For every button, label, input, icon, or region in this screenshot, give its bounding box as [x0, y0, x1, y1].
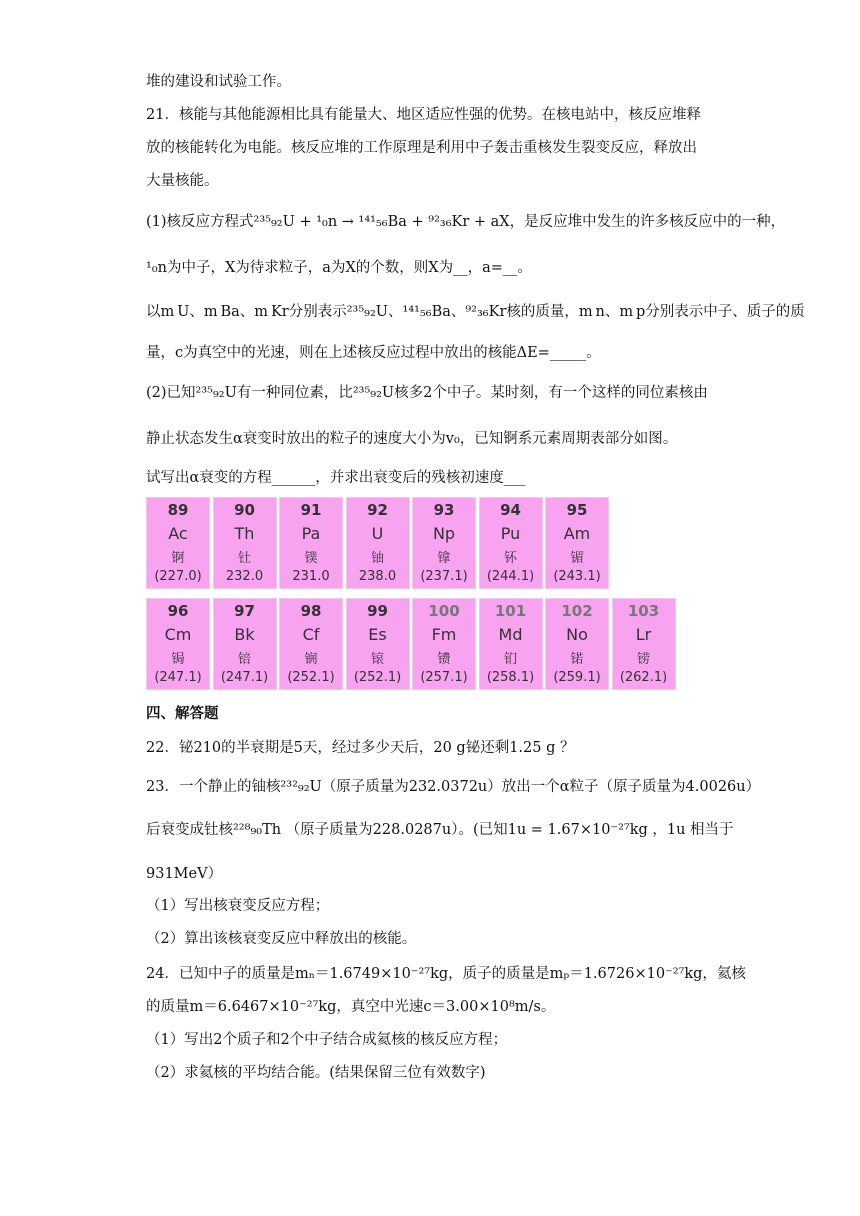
element-symbol: Pu — [500, 524, 521, 543]
element-chinese-name: 锔 — [171, 652, 185, 667]
part-1-blanks: n为中子，X为待求粒子，a为X的个数，则X为__，a=__。 — [157, 260, 532, 276]
element-cell-no — [545, 598, 609, 690]
question-21-line-1: 21．核能与其他能源相比具有能量大、地区适应性强的优势。在核电站中，核反应堆释 — [146, 107, 701, 123]
neutron-symbol-prefix: ¹₀ — [146, 260, 158, 276]
element-chinese-name: 锿 — [370, 652, 384, 667]
element-cell-cf — [279, 598, 343, 690]
element-cell-pu — [479, 497, 543, 589]
element-cell-am — [545, 497, 609, 589]
element-atomic-mass: 231.0 — [292, 569, 330, 584]
element-atomic-number: 90 — [234, 501, 255, 519]
element-cell-cm — [146, 598, 210, 690]
element-atomic-number: 102 — [561, 602, 593, 620]
element-atomic-number: 95 — [566, 501, 588, 519]
element-atomic-number: 89 — [167, 501, 189, 519]
element-atomic-mass: (237.1) — [420, 569, 468, 584]
element-symbol: Fm — [431, 625, 457, 644]
element-atomic-number: 103 — [627, 602, 660, 620]
section-heading: 四、解答题 — [146, 706, 219, 722]
element-atomic-mass: 238.0 — [358, 569, 397, 584]
question-23-part-1: （1）写出核衰变反应方程； — [146, 898, 330, 914]
element-symbol: No — [566, 625, 588, 644]
question-23-line-2: 后衰变成钍核²²⁸₉₀Th （原子质量为228.0287u）。(已知1u = 1.67×10⁻²⁷kg ，1u 相当于 — [146, 822, 734, 838]
element-atomic-mass: (247.1) — [154, 670, 202, 685]
element-atomic-number: 96 — [167, 602, 189, 620]
element-chinese-name: 铀 — [370, 551, 384, 566]
part-2-line-1: (2)已知²³⁵₉₂U有一种同位素，比²³⁵₉₂U核多2个中子。某时刻，有一个这样的同位素核由 — [146, 385, 708, 401]
part-2-line-3: 试写出α衰变的方程______，并求出衰变后的残核初速度___ — [146, 470, 526, 486]
element-cell-pa — [279, 497, 343, 589]
element-chinese-name: 镅 — [570, 551, 584, 566]
element-symbol: Th — [234, 524, 255, 543]
part-1-line-2 — [146, 258, 532, 278]
element-cell-es — [346, 598, 410, 690]
element-chinese-name: 镤 — [304, 551, 318, 566]
element-atomic-mass: (257.1) — [420, 670, 468, 685]
element-atomic-number: 97 — [234, 602, 255, 620]
part-2-line-2: 静止状态发生α衰变时放出的粒子的速度大小为v₀，已知锕系元素周期表部分如图。 — [146, 431, 678, 447]
element-atomic-number: 94 — [500, 501, 521, 519]
element-chinese-name: 锕 — [171, 551, 185, 566]
element-chinese-name: 钍 — [237, 551, 251, 566]
question-24-part-1: （1）写出2个质子和2个中子结合成氦核的核反应方程； — [146, 1032, 508, 1048]
element-atomic-mass: (252.1) — [287, 670, 335, 685]
element-chinese-name: 钚 — [503, 551, 517, 566]
element-atomic-mass: (259.1) — [553, 670, 601, 685]
element-chinese-name: 锘 — [570, 652, 584, 667]
element-atomic-number: 101 — [494, 602, 527, 620]
question-22: 22．铋210的半衰期是5天，经过多少天后，20 g铋还剩1.25 g ？ — [146, 740, 575, 756]
element-cell-u — [346, 497, 410, 589]
element-atomic-number: 99 — [367, 602, 388, 620]
element-chinese-name: 镎 — [437, 551, 451, 566]
question-23-part-2: （2）算出该核衰变反应中释放出的核能。 — [146, 931, 417, 947]
element-chinese-name: 锫 — [237, 652, 251, 667]
element-atomic-number: 93 — [433, 501, 455, 519]
nuclear-equation: ²³⁵₉₂U + ¹₀n → ¹⁴¹₅₆Ba + ⁹²₃₆Kr + aX — [253, 214, 510, 230]
element-atomic-mass: (227.0) — [154, 569, 202, 584]
part-1-suffix: ，是反应堆中发生的许多核反应中的一种， — [509, 214, 786, 230]
question-23-line-3: 931MeV） — [146, 866, 223, 882]
element-atomic-mass: (244.1) — [486, 569, 535, 584]
question-24-line-2: 的质量m＝6.6467×10⁻²⁷kg，真空中光速c＝3.00×10⁸m/s。 — [146, 999, 556, 1015]
element-symbol: Es — [368, 625, 387, 644]
element-cell-lr — [612, 598, 676, 690]
element-atomic-mass: 232.0 — [225, 569, 264, 584]
question-21-line-2: 放的核能转化为电能。核反应堆的工作原理是利用中子轰击重核发生裂变反应，释放出 — [146, 140, 697, 156]
part-1-line-4: 量，c为真空中的光速，则在上述核反应过程中放出的核能ΔE=_____。 — [146, 345, 601, 361]
text-line: 堆的建设和试验工作。 — [146, 74, 291, 90]
element-cell-fm — [412, 598, 476, 690]
element-chinese-name: 铹 — [636, 652, 650, 667]
element-atomic-mass: (262.1) — [619, 670, 668, 685]
part-1-line-3: 以m U、m Ba、m Kr分别表示²³⁵₉₂U、¹⁴¹₅₆Ba、⁹²₃₆Kr核的质量，m n、m p分别表示中子、质子的质 — [146, 304, 805, 320]
element-symbol: Np — [432, 524, 456, 543]
element-atomic-number: 100 — [428, 602, 460, 620]
element-symbol: Am — [563, 524, 591, 543]
element-cell-th — [213, 497, 277, 589]
element-atomic-mass: (243.1) — [553, 569, 601, 584]
part-1-prefix: (1)核反应方程式 — [146, 214, 254, 230]
element-symbol: Bk — [234, 625, 255, 644]
element-atomic-number: 92 — [367, 501, 388, 519]
part-1-line-1 — [146, 212, 785, 232]
question-21-line-3: 大量核能。 — [146, 173, 219, 189]
element-cell-md — [479, 598, 543, 690]
element-chinese-name: 锎 — [304, 652, 318, 667]
element-symbol: Lr — [635, 625, 652, 644]
element-cell-np — [412, 497, 476, 589]
element-symbol: U — [371, 524, 384, 543]
question-24-line-1: 24．已知中子的质量是mₙ＝1.6749×10⁻²⁷kg，质子的质量是mₚ＝1.6726×10⁻²⁷kg，氦核 — [146, 966, 746, 982]
element-symbol: Md — [498, 625, 523, 644]
element-atomic-mass: (247.1) — [220, 670, 269, 685]
element-atomic-number: 98 — [300, 602, 322, 620]
element-symbol: Cf — [302, 625, 320, 644]
element-chinese-name: 镄 — [437, 652, 451, 667]
element-atomic-number: 91 — [300, 501, 322, 519]
element-cell-bk — [213, 598, 277, 690]
question-23-line-1: 23．一个静止的铀核²³²₉₂U（原子质量为232.0372u）放出一个α粒子（原子质量为4.0026u） — [146, 779, 761, 795]
element-atomic-mass: (252.1) — [353, 670, 402, 685]
element-symbol: Pa — [301, 524, 321, 543]
element-symbol: Ac — [168, 524, 188, 543]
question-24-part-2: （2）求氦核的平均结合能。(结果保留三位有效数字) — [146, 1065, 486, 1081]
element-symbol: Cm — [164, 625, 192, 644]
element-atomic-mass: (258.1) — [486, 670, 535, 685]
element-chinese-name: 钔 — [503, 652, 517, 667]
element-cell-ac — [146, 497, 210, 589]
